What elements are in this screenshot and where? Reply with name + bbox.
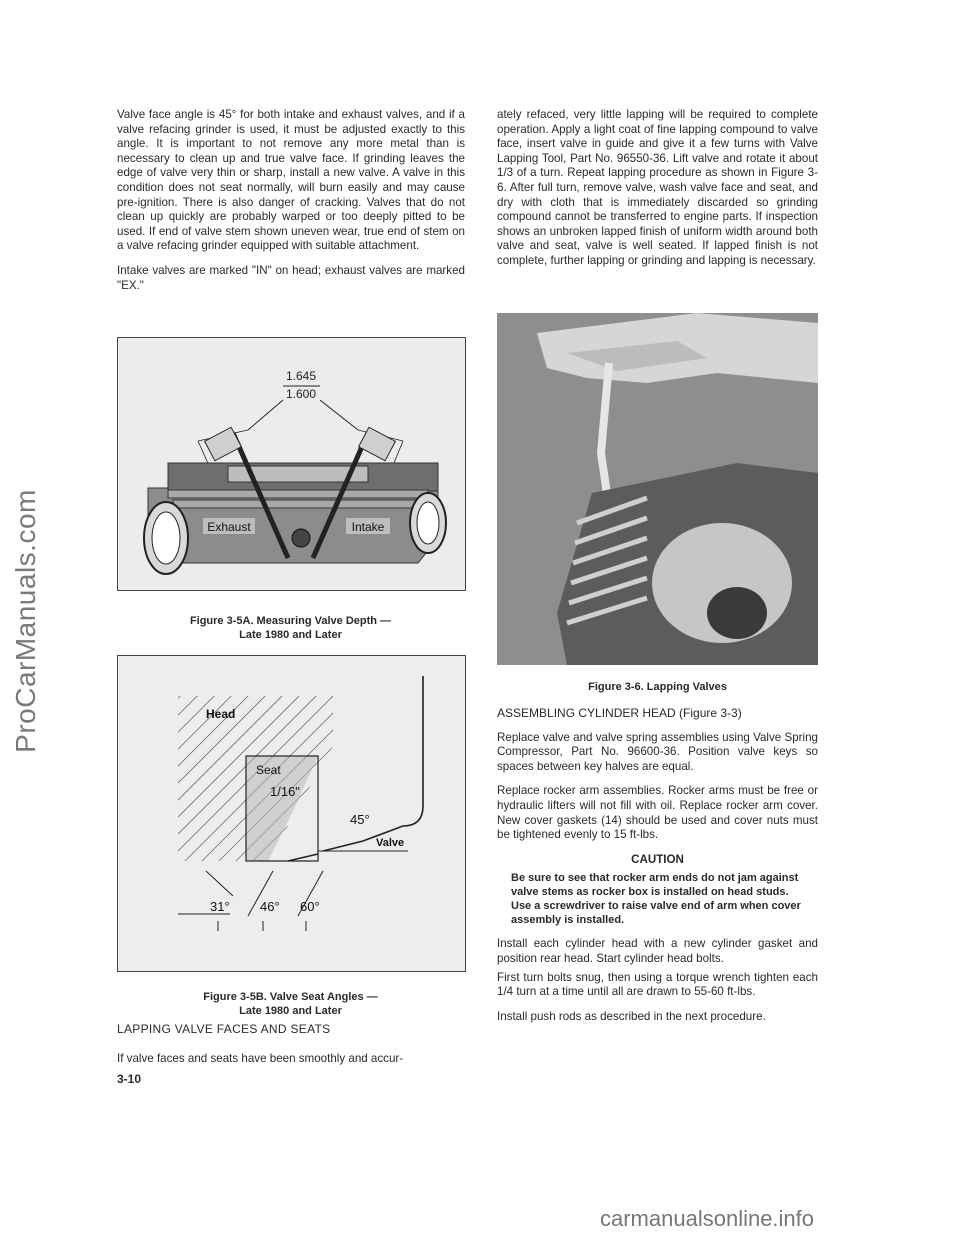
- right-paragraph-4: Install each cylinder head with a new cylinder gasket and position rear head. Start cylinder head bolts.: [497, 937, 818, 965]
- page-number: 3-10: [117, 1072, 142, 1086]
- caution-title: CAUTION: [631, 852, 684, 866]
- figure-3-5a-caption: [117, 614, 464, 642]
- seat-label: Seat: [256, 763, 281, 777]
- left-paragraph-3: If valve faces and seats have been smoothly and accur-: [117, 1052, 404, 1065]
- caution-text: Be sure to see that rocker arm ends do not jam against valve stems as rocker box is installed on head studs. Use a screwdriver to raise valve end of arm when cover assembly is installed.: [511, 872, 801, 927]
- figure-3-5b-caption: [117, 990, 464, 1018]
- figure-valve-depth: [117, 337, 466, 591]
- valve-depth-diagram: [118, 338, 465, 590]
- footer-watermark: carmanualsonline.info: [600, 1206, 815, 1231]
- figure-3-5a-caption-line1: Figure 3-5A. Measuring Valve Depth —: [189, 615, 392, 627]
- dim-top-label: 1.645: [285, 369, 317, 383]
- figure-3-5b-caption-line1: Figure 3-5B. Valve Seat Angles —: [203, 991, 378, 1003]
- angle-46-label: 46°: [260, 899, 280, 914]
- left-paragraph-2: Intake valves are marked "IN" on head; exhaust valves are marked "EX.": [117, 263, 465, 292]
- figure-3-6-caption: Figure 3-6. Lapping Valves: [588, 681, 727, 693]
- exhaust-label: Exhaust: [207, 520, 251, 534]
- right-paragraph-2: Replace valve and valve spring assemblies using Valve Spring Compressor, Part No. 96600-36. Position valve keys so spaces between key halves are equal.: [497, 730, 818, 773]
- right-paragraph-1: ately refaced, very little lapping will be required to complete operation. Apply a light coat of fine lapping compound to valve face, insert valve in guide and give it a few turns with Valve Lapping Tool, Part No. 96550-36. Lift valve and rotate it about 1/3 of a turn. Repeat lapping procedure as shown in Figure 3-6. After full turn, remove valve, wash valve face and seat, and dry with cloth that is immediately discarded so grinding compound cannot be transferred to engine parts. If inspection shows an unbroken lapped finish of uniform width around both valve and seat, valve is well seated. If lapped finish is not complete, further lapping or grinding and lapping is necessary.: [497, 108, 818, 267]
- valve-label: Valve: [376, 837, 405, 849]
- left-paragraph-1: Valve face angle is 45° for both intake and exhaust valves, and if a valve refacing grinder is used, it must be adjusted exactly to this angle. It is important to not remove any more metal than is necessary to clean up and true valve face. If grinding leaves the edge of valve very thin or sharp, install a new valve. A valve in this condition does not seat normally, will burn easily and may cause pre-ignition. There is also danger of cracking. Valves that do not clean up quickly are probably warped or too deeply pitted to be used. If end of valve stem shown uneven wear, true end of stem on a valve refacing grinder equipped with suitable attachment.: [117, 108, 465, 253]
- head-label: Head: [206, 707, 236, 721]
- right-paragraph-5: First turn bolts snug, then using a torque wrench tighten each 1/4 turn at a time until all are drawn to 55-60 ft-lbs.: [497, 970, 818, 999]
- valve-seat-diagram: [118, 656, 465, 971]
- figure-3-5a-caption-line2: Late 1980 and Later: [239, 629, 342, 641]
- side-watermark-text: ProCarManuals.com: [10, 489, 42, 753]
- left-column: [117, 108, 465, 303]
- lapping-photo-image: [497, 313, 818, 665]
- lapping-valves-photo: [497, 313, 818, 665]
- figure-3-5b-caption-line2: Late 1980 and Later: [239, 1005, 342, 1017]
- angle-60-label: 60°: [300, 899, 320, 914]
- assembling-heading: ASSEMBLING CYLINDER HEAD (Figure 3-3): [497, 706, 742, 720]
- intake-label: Intake: [351, 520, 385, 534]
- right-column-lower: [497, 706, 818, 1034]
- figure-valve-seat-angles: [117, 655, 466, 972]
- right-column: [497, 108, 818, 279]
- right-paragraph-3: Replace rocker arm assemblies. Rocker arms must be free or hydraulic lifters will not fill with oil. Replace rocker arm cover. New cover gaskets (14) should be used and cover nuts must be tightened evenly to 15 ft-lbs.: [497, 784, 818, 842]
- side-watermark: [6, 0, 46, 1242]
- dim-bottom-label: 1.600: [285, 387, 317, 401]
- angle-31-label: 31°: [210, 899, 230, 914]
- angle-45-label: 45°: [350, 812, 370, 827]
- lapping-heading: LAPPING VALVE FACES AND SEATS: [117, 1022, 331, 1036]
- seat-width-label: 1/16": [270, 784, 300, 799]
- right-paragraph-6: Install push rods as described in the next procedure.: [497, 1009, 766, 1023]
